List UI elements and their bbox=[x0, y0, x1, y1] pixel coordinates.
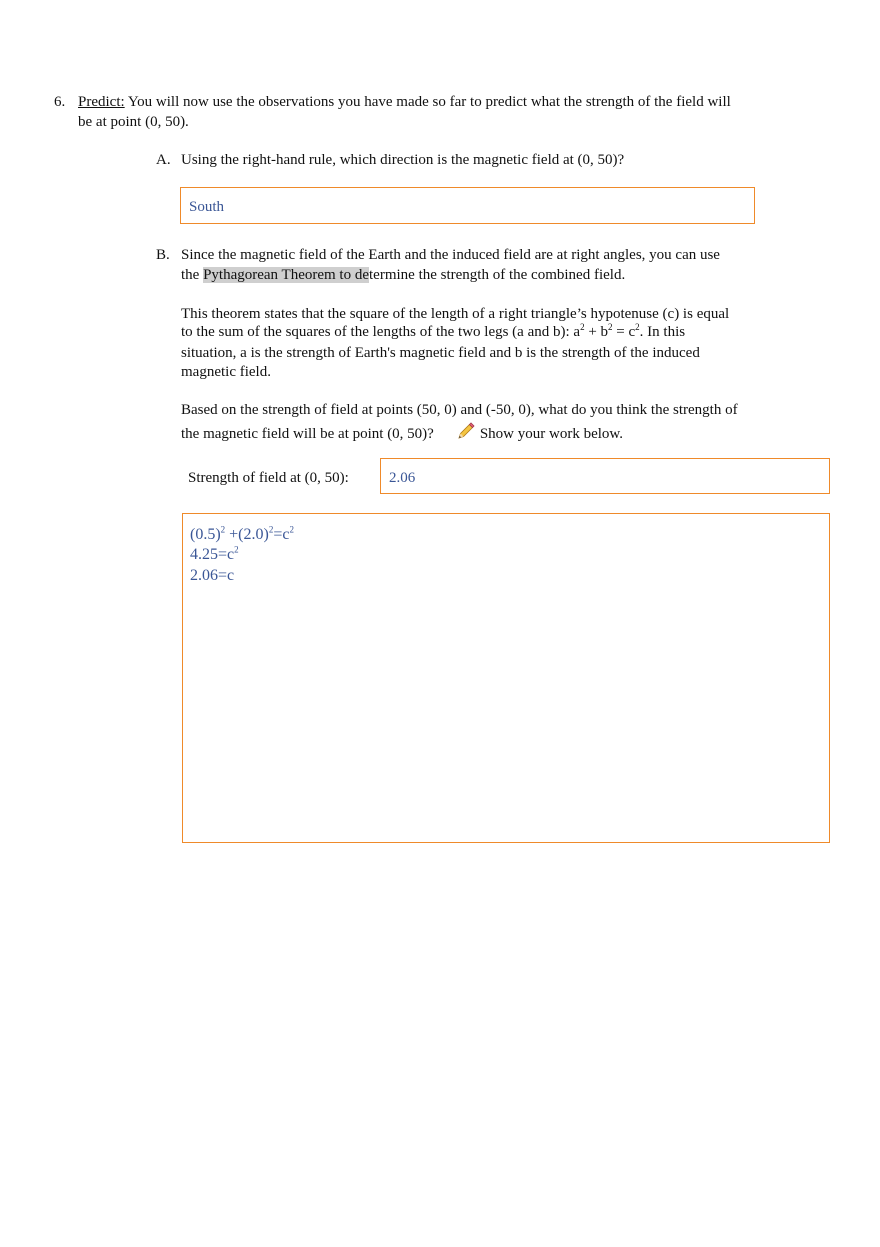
theorem-equals: = c bbox=[612, 324, 636, 340]
exponent: 2 bbox=[234, 544, 239, 555]
prediction-prompt-line2 bbox=[181, 421, 623, 447]
work-line-2 bbox=[190, 546, 239, 564]
work-term-3: =c bbox=[273, 526, 290, 543]
question-prompt-line1 bbox=[78, 92, 731, 112]
part-b-line2-pre: the bbox=[181, 267, 204, 283]
question-prompt-line2: be at point (0, 50). bbox=[78, 114, 189, 130]
prediction-prompt-line1: Based on the strength of field at points (50, 0) and (-50, 0), what do you think the strength of bbox=[181, 402, 738, 418]
theorem-plus: + b bbox=[584, 324, 609, 340]
part-b-intro-line2 bbox=[181, 265, 625, 285]
exponent: 2 bbox=[289, 524, 294, 535]
work-line-1 bbox=[190, 526, 294, 544]
highlighted-text: Pythagorean Theorem to de bbox=[203, 267, 370, 283]
predict-keyword: Predict: bbox=[78, 94, 125, 110]
exponent: 2 bbox=[268, 524, 274, 535]
exponent: 2 bbox=[220, 524, 226, 535]
exponent: 2 bbox=[608, 322, 613, 332]
strength-answer-value: 2.06 bbox=[389, 470, 416, 486]
exponent: 2 bbox=[635, 322, 640, 332]
work-answer-field[interactable] bbox=[182, 513, 830, 843]
direction-answer-value: South bbox=[189, 199, 225, 215]
work-term-1: (0.5) bbox=[190, 526, 221, 543]
theorem-line2-post: . In this bbox=[639, 324, 686, 340]
theorem-line2-pre: to the sum of the squares of the lengths of the two legs (a and b): a bbox=[181, 324, 581, 340]
direction-answer-field[interactable] bbox=[180, 187, 755, 224]
part-a-label: A. bbox=[156, 152, 171, 168]
part-b-label: B. bbox=[156, 247, 170, 263]
part-a-prompt: Using the right-hand rule, which direction is the magnetic field at (0, 50)? bbox=[181, 152, 625, 168]
exponent: 2 bbox=[580, 322, 585, 332]
strength-label: Strength of field at (0, 50): bbox=[188, 470, 349, 486]
theorem-line2 bbox=[181, 322, 685, 342]
question-prompt-rest: You will now use the observations you have made so far to predict what the strength of the field will bbox=[124, 94, 731, 110]
work-line-3: 2.06=c bbox=[190, 567, 235, 584]
show-work-text: Show your work below. bbox=[479, 426, 624, 442]
theorem-line4: magnetic field. bbox=[181, 364, 271, 380]
theorem-line3: situation, a is the strength of Earth's magnetic field and b is the strength of the induced bbox=[181, 345, 700, 361]
theorem-line1: This theorem states that the square of the length of a right triangle’s hypotenuse (c) is equal bbox=[181, 306, 730, 322]
prediction-prompt-question: the magnetic field will be at point (0, 50)? bbox=[181, 426, 434, 442]
work-line-2-text: 4.25=c bbox=[190, 546, 235, 563]
pencil-icon bbox=[456, 421, 476, 447]
part-b-line2-post: termine the strength of the combined field. bbox=[369, 267, 626, 283]
question-number: 6. bbox=[54, 94, 66, 110]
work-term-2: +(2.0) bbox=[225, 526, 269, 543]
part-b-intro-line1: Since the magnetic field of the Earth and the induced field are at right angles, you can use bbox=[181, 247, 720, 263]
strength-answer-field[interactable] bbox=[380, 458, 830, 494]
